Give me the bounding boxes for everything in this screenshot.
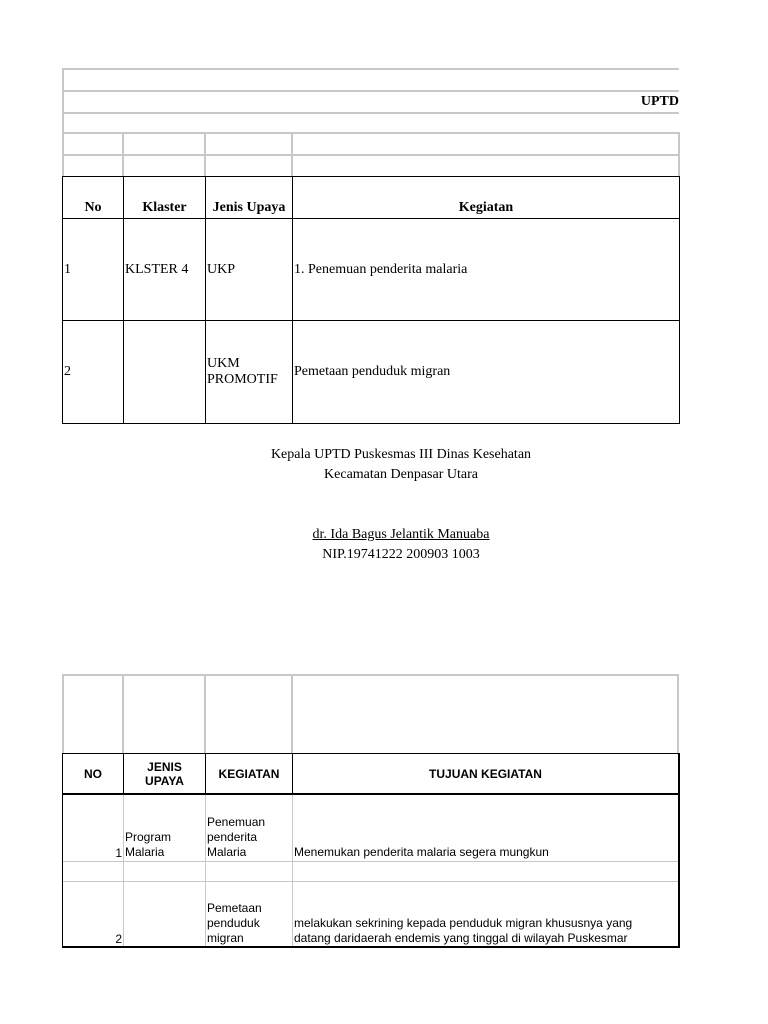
row-jenis-upaya-line2: Malaria [125,845,165,859]
row-tujuan-kegiatan [294,882,678,946]
row-klaster: KLSTER 4 [125,261,189,277]
row-no: 1 [64,261,71,277]
signature-name: dr. Ida Bagus Jelantik Manuaba [312,527,490,542]
header-jenis-upaya-line1: JENIS [147,759,182,774]
signature-block [200,445,602,565]
row-tujuan-kegiatan: Menemukan penderita malaria segera mungkun [294,845,549,859]
header-no: NO [84,766,102,781]
header-jenis-upaya: Jenis Upaya [212,200,286,215]
header-kegiatan: KEGIATAN [218,766,280,781]
table-title: UPTD [640,94,679,109]
row-kegiatan-line2: penduduk [207,916,260,930]
header-kegiatan: Kegiatan [458,200,514,215]
row-jenis-upaya-line2: PROMOTIF [207,372,278,387]
row-kegiatan-line3: migran [207,931,244,945]
signature-title-line1: Kepala UPTD Puskesmas III Dinas Kesehatan [270,447,532,462]
signature-title-line2: Kecamatan Denpasar Utara [324,467,478,482]
row-jenis-upaya-line1: Program [125,830,172,844]
row-jenis-upaya-line1: UKM [207,356,240,371]
header-jenis-upaya [124,754,205,793]
row-kegiatan: 1. Penemuan penderita malaria [294,261,468,277]
header-tujuan-kegiatan: TUJUAN KEGIATAN [429,766,542,781]
row-kegiatan-line1: Pemetaan [207,901,262,915]
row-no: 2 [115,932,122,946]
row-tujuan-line2: datang daridaerah endemis yang tinggal di wilayah Puskesmar [294,931,628,945]
row-kegiatan [207,796,292,860]
row-jenis-upaya [125,796,205,860]
row-kegiatan-line2: penderita [207,830,258,844]
row-kegiatan-line3: Malaria [207,845,247,859]
row-jenis-upaya [207,321,292,423]
row-kegiatan [207,882,292,946]
header-no: No [84,200,102,215]
row-kegiatan: Pemetaan penduduk migran [294,364,451,379]
header-jenis-upaya-line2: UPAYA [145,773,184,788]
row-jenis-upaya: UKP [207,261,236,277]
row-no: 2 [64,364,71,379]
row-tujuan-line1: melakukan sekrining kepada penduduk migran khususnya yang [294,916,633,930]
row-kegiatan-line1: Penemuan [207,815,266,829]
header-klaster: Klaster [142,200,187,215]
row-klaster [125,321,205,423]
row-no: 1 [115,846,122,860]
signature-nip: NIP.19741222 200903 1003 [322,547,480,562]
